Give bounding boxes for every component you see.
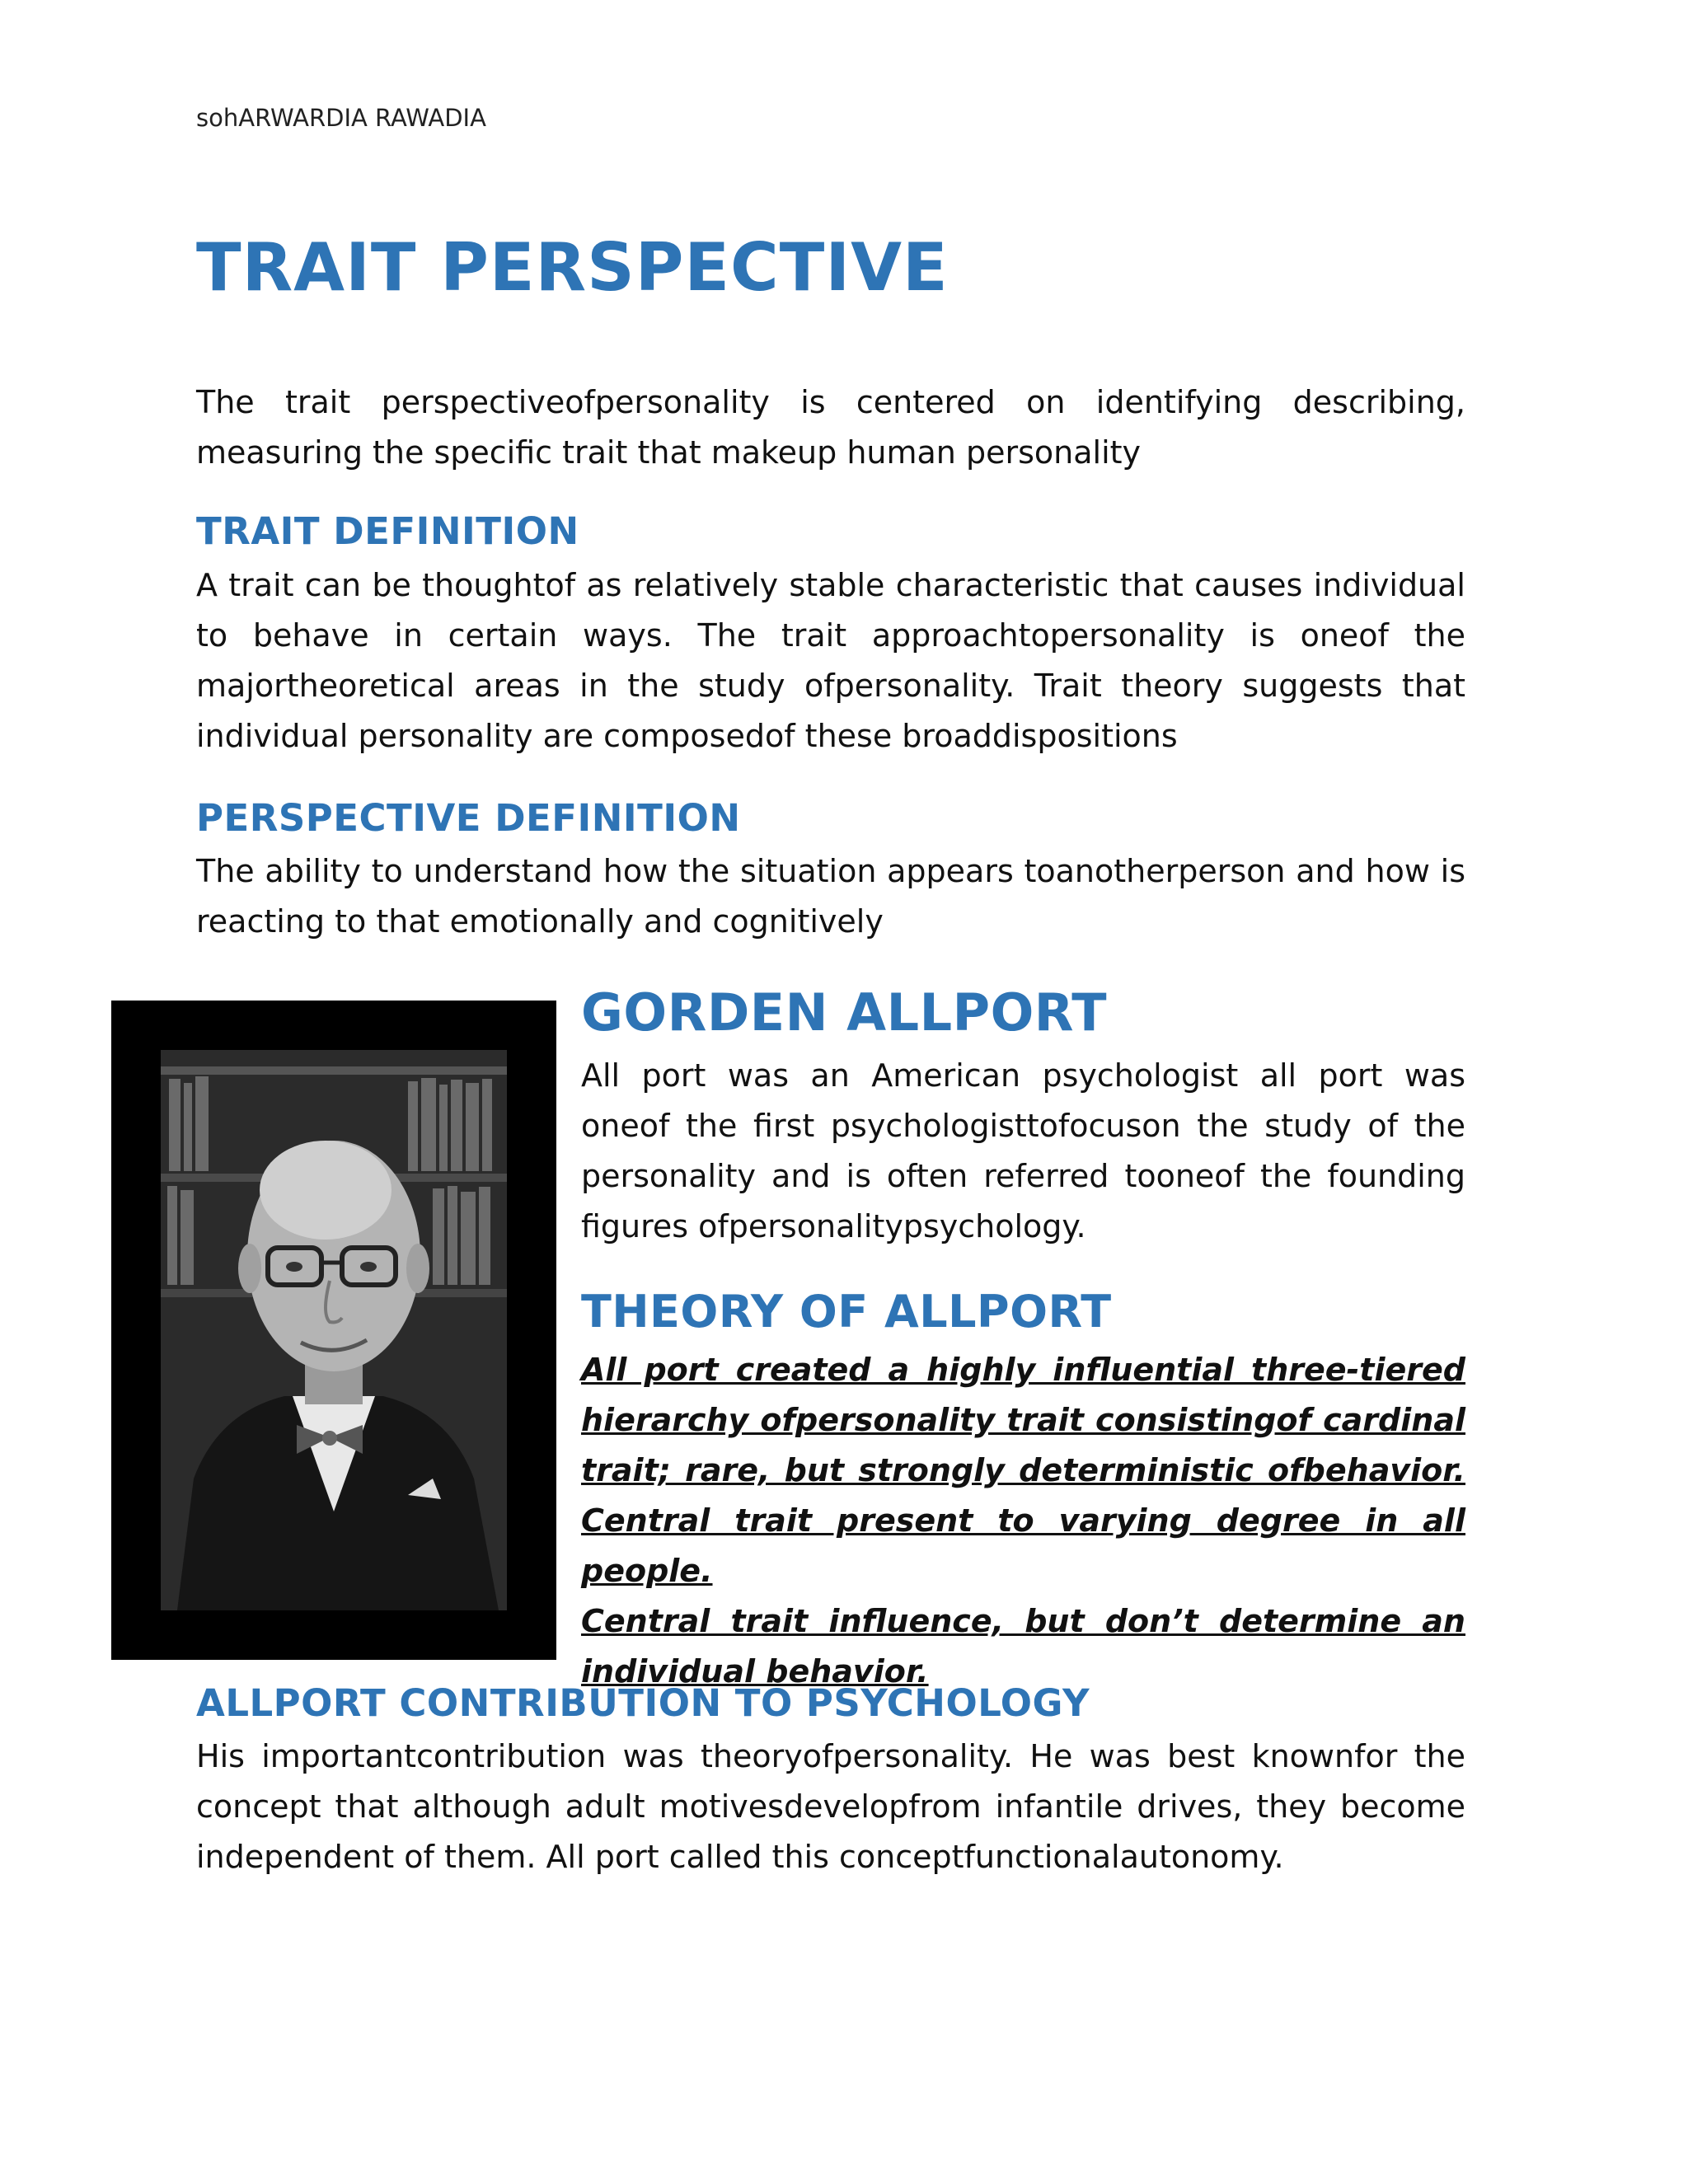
theory-of-allport-heading: THEORY OF ALLPORT [581,1286,1112,1338]
trait-definition-heading: TRAIT DEFINITION [196,509,579,553]
portrait-photo [161,1050,507,1610]
paragraph-line: All port created a highly influential three-tiered [581,1352,1465,1388]
paragraph-line: concept that although adult motivesdevelopfrom infantile drives, they become [196,1788,1465,1825]
contribution-paragraph [196,1732,1465,1882]
perspective-definition-heading: PERSPECTIVE DEFINITION [196,796,741,840]
intro-line: The trait perspectiveofpersonality is centered on identifying describing, [196,384,1465,420]
portrait-frame [111,1001,556,1660]
paragraph-line: trait; rare, but strongly deterministic ofbehavior. [581,1452,1465,1488]
paragraph-line: hierarchy ofpersonality trait consistingof cardinal [581,1402,1465,1438]
paragraph-line: oneof the first psychologisttofocuson the study of the [581,1108,1465,1144]
theory-of-allport-paragraph [581,1345,1465,1697]
gorden-allport-heading: GORDEN ALLPORT [581,982,1108,1043]
paragraph-line: His importantcontribution was theoryofpersonality. He was best knownfor the [196,1738,1465,1774]
paragraph-line: personality and is often referred tooneof the founding [581,1158,1465,1194]
paragraph-line: A trait can be thoughtof as relatively stable characteristic that causes individual [196,567,1465,603]
intro-line: measuring the specific trait that makeup human personality [196,434,1142,471]
paragraph-line: Central trait present to varying degree in all people. [581,1502,1465,1589]
gorden-allport-paragraph [581,1051,1465,1252]
paragraph-line: majortheoretical areas in the study ofpersonality. Trait theory suggests that [196,668,1465,704]
paragraph-line: individual personality are composedof these broaddispositions [196,718,1178,754]
contribution-heading: ALLPORT CONTRIBUTION TO PSYCHOLOGY [196,1681,1090,1725]
page-title: TRAIT PERSPECTIVE [196,229,949,306]
paragraph-line: Central trait influence, but don’t determine an [581,1603,1465,1639]
paragraph-line: The ability to understand how the situation appears toanotherperson and how is [196,853,1465,889]
paragraph-line: independent of them. All port called this conceptfunctionalautonomy. [196,1839,1284,1875]
paragraph-line: All port was an American psychologist all port was [581,1057,1465,1094]
trait-definition-paragraph [196,560,1465,762]
perspective-definition-paragraph [196,846,1465,947]
intro-paragraph [196,377,1465,478]
paragraph-line: figures ofpersonalitypsychology. [581,1208,1086,1244]
paragraph-line: reacting to that emotionally and cognitively [196,903,884,940]
header-note: sohARWARDIA RAWADIA [196,104,486,132]
paragraph-line: individual behavior. [581,1653,929,1690]
paragraph-line: to behave in certain ways. The trait approachtopersonality is oneof the [196,617,1465,654]
